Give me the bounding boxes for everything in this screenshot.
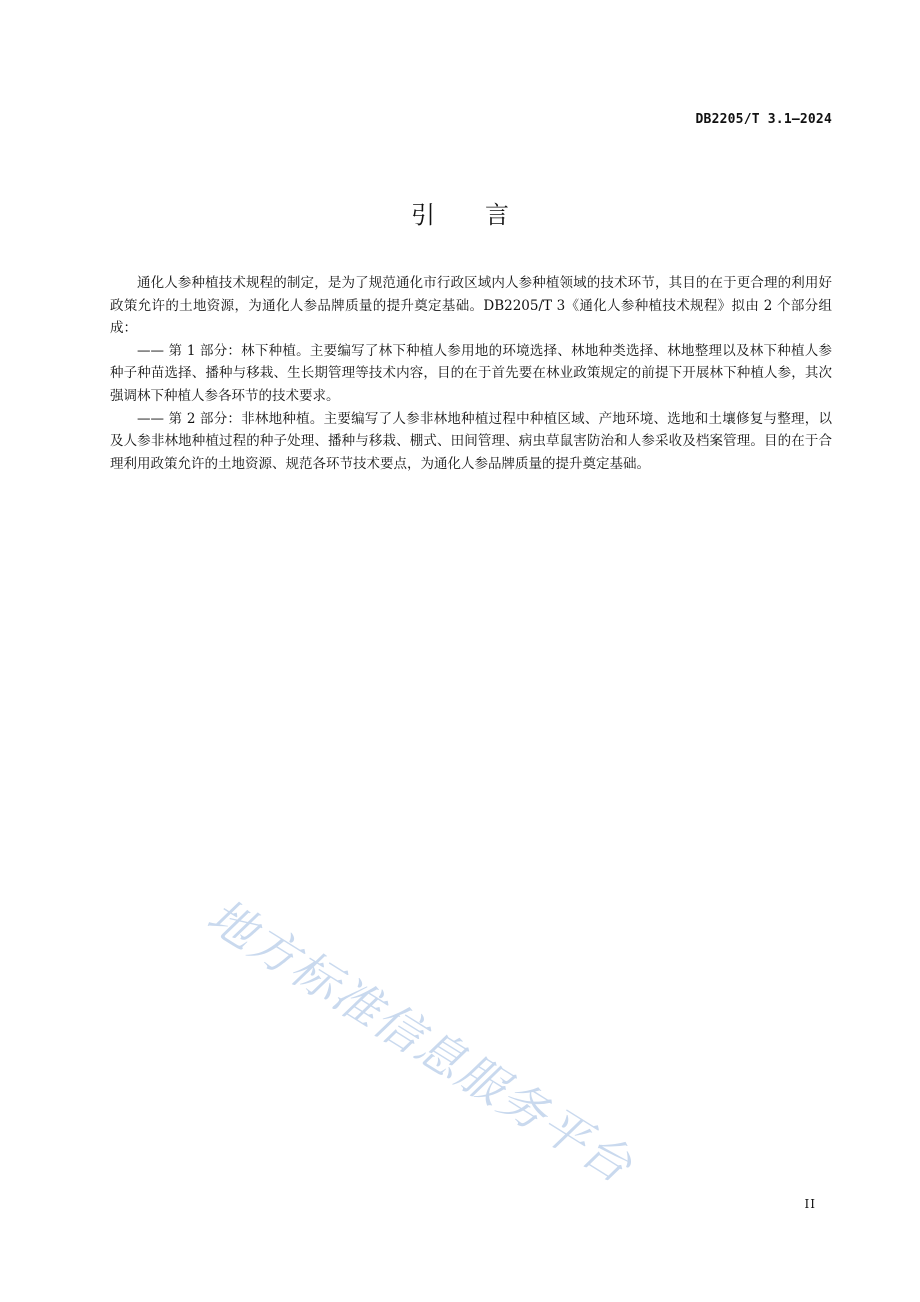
document-code: DB2205/T 3.1—2024 (695, 112, 832, 127)
part-1-paragraph: —— 第 1 部分：林下种植。主要编写了林下种植人参用地的环境选择、林地种类选择、林地整理以及林下种植人参种子种苗选择、播种与移栽、生长期管理等技术内容，目的在于首先要在林业政策规定的前提下开展林下种植人参，其次强调林下种植人参各环节的技术要求。 (110, 342, 832, 404)
section-heading: 引言 (411, 201, 559, 229)
body-text (110, 272, 832, 475)
watermark: 地方标准信息服务平台 (197, 888, 643, 1195)
page-number: II (804, 1197, 816, 1211)
intro-paragraph: 通化人参种植技术规程的制定，是为了规范通化市行政区域内人参种植领域的技术环节，其目的在于更合理的利用好政策允许的土地资源，为通化人参品牌质量的提升奠定基础。DB2205/T 3《通化人参种植技术规程》拟由 2 个部分组成： (110, 275, 832, 337)
part-2-paragraph: —— 第 2 部分：非林地种植。主要编写了人参非林地种植过程中种植区域、产地环境、选地和土壤修复与整理，以及人参非林地种植过程的种子处理、播种与移栽、棚式、田间管理、病虫草鼠害防治和人参采收及档案管理。目的在于合理利用政策允许的土地资源、规范各环节技术要点，为通化人参品牌质量的提升奠定基础。 (110, 410, 832, 472)
